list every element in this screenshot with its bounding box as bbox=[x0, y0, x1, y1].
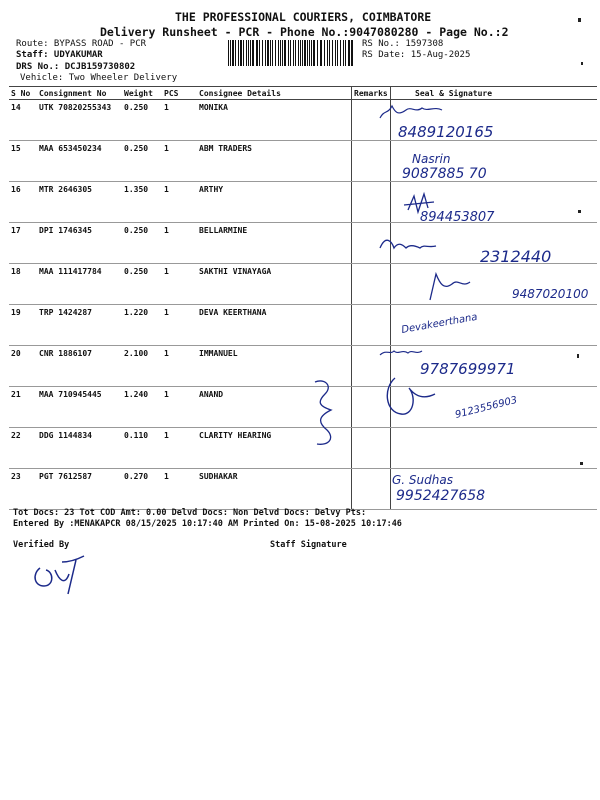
cell-weight: 0.110 bbox=[122, 428, 162, 469]
cell-consignee: IMMANUEL bbox=[197, 346, 352, 387]
cell-sno: 21 bbox=[9, 387, 37, 428]
cell-pcs: 1 bbox=[162, 305, 197, 346]
signature-phone: 9487020100 bbox=[512, 287, 589, 301]
col-remarks: Remarks bbox=[352, 87, 391, 100]
cell-consignee: ANAND bbox=[197, 387, 352, 428]
cell-consignment: MAA 653450234 bbox=[37, 141, 122, 182]
signature-phone: 9952427658 bbox=[396, 488, 486, 504]
entered-by-line: Entered By :MENAKAPCR 08/15/2025 10:17:40 AM Printed On: 15-08-2025 10:17:46 bbox=[13, 519, 402, 529]
signature-scribble bbox=[380, 240, 436, 248]
drs-label: DRS No.: DCJB159730802 bbox=[16, 62, 136, 72]
signature-name: Devakeerthana bbox=[400, 311, 479, 336]
rs-date-label: RS Date: 15-Aug-2025 bbox=[362, 50, 471, 60]
cell-consignment: PGT 7612587 bbox=[37, 469, 122, 510]
cell-pcs: 1 bbox=[162, 141, 197, 182]
staff-signature-label: Staff Signature bbox=[270, 540, 347, 550]
cell-consignee: CLARITY HEARING bbox=[197, 428, 352, 469]
cell-sno: 16 bbox=[9, 182, 37, 223]
signature-scribble bbox=[380, 351, 422, 355]
cell-consignment: TRP 1424287 bbox=[37, 305, 122, 346]
signature-scribble bbox=[380, 106, 442, 118]
cell-sno: 18 bbox=[9, 264, 37, 305]
cell-sno: 22 bbox=[9, 428, 37, 469]
cell-weight: 1.350 bbox=[122, 182, 162, 223]
cell-consignee: SAKTHI VINAYAGA bbox=[197, 264, 352, 305]
cell-weight: 0.250 bbox=[122, 264, 162, 305]
cell-weight: 0.250 bbox=[122, 100, 162, 141]
cell-consignee: SUDHAKAR bbox=[197, 469, 352, 510]
signature-scribble bbox=[430, 274, 470, 300]
cell-consignee: DEVA KEERTHANA bbox=[197, 305, 352, 346]
cell-pcs: 1 bbox=[162, 100, 197, 141]
verified-by-label: Verified By bbox=[13, 540, 70, 550]
route-label: Route: BYPASS ROAD - PCR bbox=[16, 39, 147, 49]
scan-speck bbox=[578, 18, 581, 22]
cell-sno: 17 bbox=[9, 223, 37, 264]
cell-pcs: 1 bbox=[162, 346, 197, 387]
cell-sno: 15 bbox=[9, 141, 37, 182]
cell-consignment: DDG 1144834 bbox=[37, 428, 122, 469]
signature-name: Nasrin bbox=[412, 152, 451, 166]
cell-pcs: 1 bbox=[162, 223, 197, 264]
col-signature: Seal & Signature bbox=[391, 87, 598, 100]
company-title: THE PROFESSIONAL COURIERS, COIMBATORE bbox=[175, 10, 432, 24]
col-sno: S No bbox=[9, 87, 37, 100]
cell-consignment: MAA 111417784 bbox=[37, 264, 122, 305]
signature-name: G. Sudhas bbox=[392, 473, 453, 487]
cell-sno: 23 bbox=[9, 469, 37, 510]
cell-weight: 0.250 bbox=[122, 223, 162, 264]
signature-phone: 9087885 70 bbox=[402, 166, 487, 182]
cell-consignee: MONIKA bbox=[197, 100, 352, 141]
scan-speck bbox=[580, 462, 583, 465]
totals-line: Tot Docs: 23 Tot COD Amt: 0.00 Delvd Docs: Non Delvd Docs: Delvy Pts: bbox=[13, 508, 367, 518]
cell-weight: 0.270 bbox=[122, 469, 162, 510]
signature-phone: 2312440 bbox=[480, 247, 552, 266]
cell-weight: 1.220 bbox=[122, 305, 162, 346]
cell-consignment: DPI 1746345 bbox=[37, 223, 122, 264]
cell-pcs: 1 bbox=[162, 428, 197, 469]
cell-weight: 2.100 bbox=[122, 346, 162, 387]
runsheet-subtitle: Delivery Runsheet - PCR - Phone No.:9047080280 - Page No.:2 bbox=[100, 25, 509, 39]
vehicle-label: Vehicle: Two Wheeler Delivery bbox=[20, 73, 178, 83]
signature-phone: 8489120165 bbox=[398, 123, 494, 141]
cell-sno: 20 bbox=[9, 346, 37, 387]
cell-consignee: ARTHY bbox=[197, 182, 352, 223]
cell-pcs: 1 bbox=[162, 182, 197, 223]
signature-phone: 894453807 bbox=[420, 210, 495, 225]
cell-pcs: 1 bbox=[162, 264, 197, 305]
cell-sno: 14 bbox=[9, 100, 37, 141]
cell-weight: 0.250 bbox=[122, 141, 162, 182]
scan-speck bbox=[577, 354, 579, 358]
cell-sno: 19 bbox=[9, 305, 37, 346]
rs-no-label: RS No.: 1597308 bbox=[362, 39, 444, 49]
cell-consignment: MTR 2646305 bbox=[37, 182, 122, 223]
cell-consignment: UTK 70820255343 bbox=[37, 100, 122, 141]
cell-pcs: 1 bbox=[162, 387, 197, 428]
scan-speck bbox=[578, 210, 581, 213]
signature-phone: 9123556903 bbox=[454, 394, 519, 421]
cell-consignee: ABM TRADERS bbox=[197, 141, 352, 182]
verifier-signature bbox=[35, 556, 84, 594]
cell-pcs: 1 bbox=[162, 469, 197, 510]
signature-scribble bbox=[387, 378, 435, 414]
brace-mark bbox=[315, 381, 331, 444]
col-weight: Weight bbox=[122, 87, 162, 100]
cell-consignment: MAA 710945445 bbox=[37, 387, 122, 428]
cell-consignee: BELLARMINE bbox=[197, 223, 352, 264]
cell-consignment: CNR 1886107 bbox=[37, 346, 122, 387]
scan-speck bbox=[581, 62, 583, 65]
cell-weight: 1.240 bbox=[122, 387, 162, 428]
col-pcs: PCS bbox=[162, 87, 197, 100]
col-consignee: Consignee Details bbox=[197, 87, 352, 100]
staff-label: Staff: UDYAKUMAR bbox=[16, 50, 103, 60]
signature-phone: 9787699971 bbox=[420, 360, 516, 378]
col-consignment: Consignment No bbox=[37, 87, 122, 100]
